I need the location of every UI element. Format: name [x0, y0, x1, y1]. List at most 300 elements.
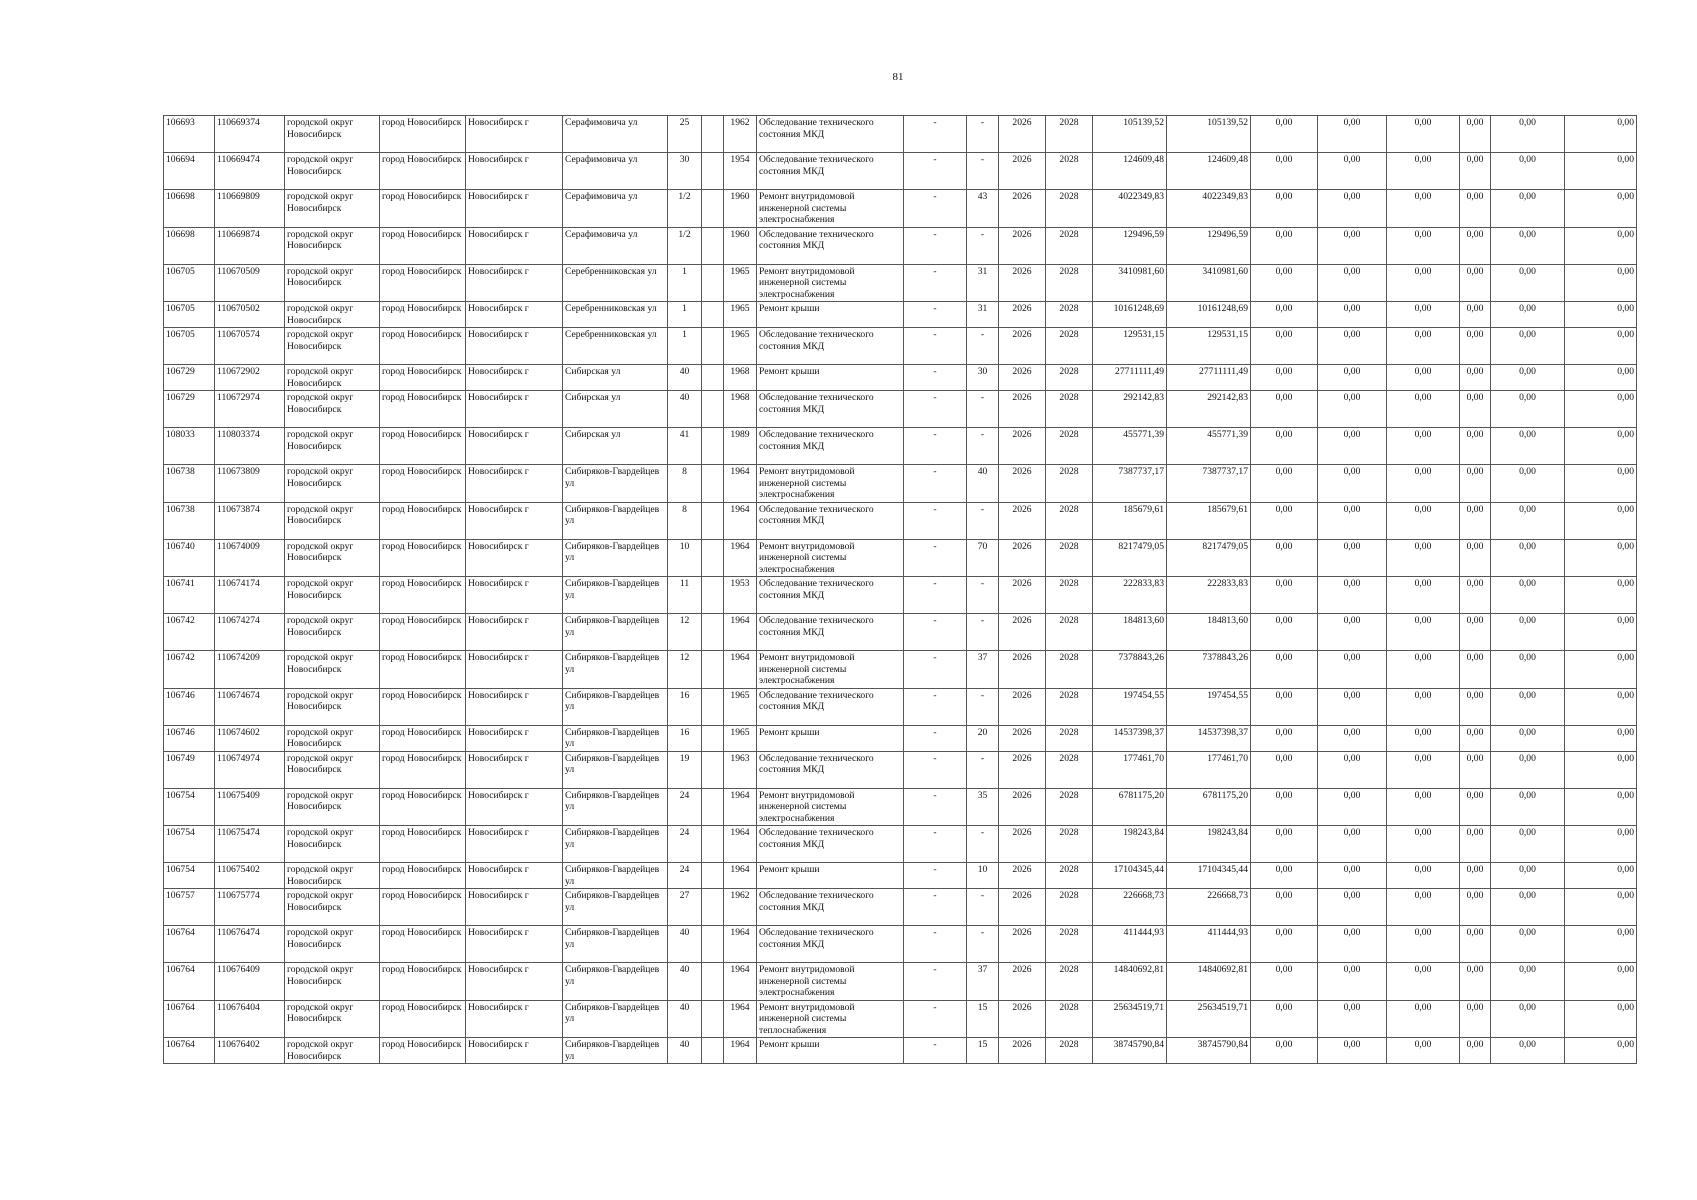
- cell-work-id: 110676404: [215, 1000, 285, 1038]
- cell-cost-total: 17104345,44: [1093, 863, 1167, 889]
- cell-municipality: городской округ Новосибирск: [285, 365, 380, 391]
- cell-street: Серафимовича ул: [563, 227, 668, 264]
- cell-amount-4: 0,00: [1460, 1000, 1491, 1038]
- cell-city: Новосибирск г: [466, 153, 563, 190]
- cell-year-end: 2028: [1046, 1038, 1093, 1064]
- cell-cost-fund: 292142,83: [1167, 391, 1251, 428]
- cell-settlement: город Новосибирск: [380, 264, 466, 302]
- cell-cost-total: 6781175,20: [1093, 788, 1167, 826]
- cell-amount-2: 0,00: [1318, 688, 1387, 725]
- cell-year-start: 2026: [999, 465, 1046, 503]
- cell-amount-2: 0,00: [1318, 614, 1387, 651]
- cell-amount-5: 0,00: [1491, 889, 1565, 926]
- cell-amount-2: 0,00: [1318, 926, 1387, 963]
- cell-amount-2: 0,00: [1318, 788, 1387, 826]
- cell-work-type: Ремонт внутридомовой инженерной системы электроснабжения: [757, 963, 904, 1001]
- cell-dash: -: [904, 577, 967, 614]
- cell-street: Сибиряков-Гвардейцев ул: [563, 725, 668, 751]
- cell-work-type: Ремонт внутридомовой инженерной системы электроснабжения: [757, 190, 904, 228]
- cell-city: Новосибирск г: [466, 926, 563, 963]
- cell-cost-total: 455771,39: [1093, 428, 1167, 465]
- cell-build-year: 1964: [724, 1038, 757, 1064]
- cell-amount-6: 0,00: [1565, 302, 1637, 328]
- cell-amount-6: 0,00: [1565, 688, 1637, 725]
- cell-cost-total: 7378843,26: [1093, 651, 1167, 689]
- cell-municipality: городской округ Новосибирск: [285, 751, 380, 788]
- cell-house-number: 1/2: [668, 190, 702, 228]
- cell-building: [702, 725, 724, 751]
- cell-build-year: 1960: [724, 227, 757, 264]
- cell-settlement: город Новосибирск: [380, 539, 466, 577]
- cell-amount-2: 0,00: [1318, 116, 1387, 153]
- cell-cost-fund: 226668,73: [1167, 889, 1251, 926]
- cell-amount-3: 0,00: [1387, 153, 1460, 190]
- cell-amount-4: 0,00: [1460, 614, 1491, 651]
- cell-amount-4: 0,00: [1460, 153, 1491, 190]
- cell-amount-6: 0,00: [1565, 539, 1637, 577]
- cell-amount-6: 0,00: [1565, 502, 1637, 539]
- cell-settlement: город Новосибирск: [380, 302, 466, 328]
- cell-cost-fund: 14840692,81: [1167, 963, 1251, 1001]
- cell-work-type: Ремонт крыши: [757, 365, 904, 391]
- cell-cost-total: 27711111,49: [1093, 365, 1167, 391]
- cell-wear: -: [967, 577, 999, 614]
- cell-year-start: 2026: [999, 614, 1046, 651]
- cell-house-id: 106746: [164, 688, 215, 725]
- cell-amount-5: 0,00: [1491, 227, 1565, 264]
- cell-house-number: 1: [668, 264, 702, 302]
- cell-wear: 31: [967, 264, 999, 302]
- cell-work-id: 110673809: [215, 465, 285, 503]
- cell-city: Новосибирск г: [466, 1038, 563, 1064]
- cell-house-number: 24: [668, 788, 702, 826]
- table-row: [164, 302, 1637, 328]
- cell-cost-total: 38745790,84: [1093, 1038, 1167, 1064]
- cell-work-id: 110674209: [215, 651, 285, 689]
- cell-amount-1: 0,00: [1251, 963, 1318, 1001]
- cell-amount-3: 0,00: [1387, 651, 1460, 689]
- cell-amount-2: 0,00: [1318, 428, 1387, 465]
- cell-street: Сибиряков-Гвардейцев ул: [563, 688, 668, 725]
- cell-year-end: 2028: [1046, 688, 1093, 725]
- cell-amount-1: 0,00: [1251, 365, 1318, 391]
- cell-municipality: городской округ Новосибирск: [285, 725, 380, 751]
- cell-dash: -: [904, 614, 967, 651]
- cell-building: [702, 264, 724, 302]
- cell-build-year: 1964: [724, 1000, 757, 1038]
- cell-year-end: 2028: [1046, 539, 1093, 577]
- cell-settlement: город Новосибирск: [380, 328, 466, 365]
- cell-amount-6: 0,00: [1565, 153, 1637, 190]
- cell-amount-4: 0,00: [1460, 428, 1491, 465]
- cell-dash: -: [904, 688, 967, 725]
- cell-work-id: 110672974: [215, 391, 285, 428]
- cell-amount-3: 0,00: [1387, 614, 1460, 651]
- cell-city: Новосибирск г: [466, 391, 563, 428]
- cell-cost-total: 197454,55: [1093, 688, 1167, 725]
- cell-house-id: 106742: [164, 651, 215, 689]
- cell-cost-fund: 177461,70: [1167, 751, 1251, 788]
- cell-amount-3: 0,00: [1387, 302, 1460, 328]
- cell-city: Новосибирск г: [466, 1000, 563, 1038]
- cell-dash: -: [904, 328, 967, 365]
- cell-work-type: Ремонт внутридомовой инженерной системы электроснабжения: [757, 788, 904, 826]
- cell-dash: -: [904, 365, 967, 391]
- cell-city: Новосибирск г: [466, 651, 563, 689]
- cell-amount-5: 0,00: [1491, 577, 1565, 614]
- cell-house-number: 1: [668, 302, 702, 328]
- cell-building: [702, 365, 724, 391]
- cell-work-type: Ремонт внутридомовой инженерной системы электроснабжения: [757, 539, 904, 577]
- cell-year-start: 2026: [999, 539, 1046, 577]
- table-row: [164, 502, 1637, 539]
- cell-build-year: 1968: [724, 391, 757, 428]
- cell-building: [702, 153, 724, 190]
- cell-dash: -: [904, 1000, 967, 1038]
- cell-settlement: город Новосибирск: [380, 725, 466, 751]
- cell-house-number: 25: [668, 116, 702, 153]
- cell-dash: -: [904, 788, 967, 826]
- cell-build-year: 1964: [724, 539, 757, 577]
- cell-year-end: 2028: [1046, 328, 1093, 365]
- cell-city: Новосибирск г: [466, 116, 563, 153]
- cell-house-id: 106742: [164, 614, 215, 651]
- cell-amount-5: 0,00: [1491, 153, 1565, 190]
- table-row: [164, 116, 1637, 153]
- cell-amount-3: 0,00: [1387, 428, 1460, 465]
- cell-amount-1: 0,00: [1251, 539, 1318, 577]
- cell-municipality: городской округ Новосибирск: [285, 963, 380, 1001]
- cell-amount-1: 0,00: [1251, 302, 1318, 328]
- cell-building: [702, 1038, 724, 1064]
- cell-amount-5: 0,00: [1491, 1000, 1565, 1038]
- cell-building: [702, 688, 724, 725]
- cell-year-start: 2026: [999, 863, 1046, 889]
- cell-amount-6: 0,00: [1565, 190, 1637, 228]
- cell-street: Сибиряков-Гвардейцев ул: [563, 926, 668, 963]
- table-row: [164, 788, 1637, 826]
- cell-amount-6: 0,00: [1565, 365, 1637, 391]
- cell-amount-1: 0,00: [1251, 190, 1318, 228]
- cell-house-id: 106764: [164, 963, 215, 1001]
- cell-amount-2: 0,00: [1318, 391, 1387, 428]
- cell-wear: -: [967, 688, 999, 725]
- cell-house-id: 106764: [164, 926, 215, 963]
- cell-year-start: 2026: [999, 688, 1046, 725]
- cell-year-end: 2028: [1046, 153, 1093, 190]
- cell-house-number: 40: [668, 365, 702, 391]
- cell-amount-3: 0,00: [1387, 365, 1460, 391]
- cell-wear: 37: [967, 963, 999, 1001]
- cell-year-start: 2026: [999, 302, 1046, 328]
- table-row: [164, 725, 1637, 751]
- cell-building: [702, 614, 724, 651]
- cell-house-number: 40: [668, 1000, 702, 1038]
- cell-amount-2: 0,00: [1318, 826, 1387, 863]
- cell-year-start: 2026: [999, 502, 1046, 539]
- cell-street: Сибиряков-Гвардейцев ул: [563, 1038, 668, 1064]
- cell-amount-2: 0,00: [1318, 863, 1387, 889]
- cell-amount-2: 0,00: [1318, 1038, 1387, 1064]
- cell-build-year: 1964: [724, 963, 757, 1001]
- cell-build-year: 1965: [724, 264, 757, 302]
- cell-amount-5: 0,00: [1491, 725, 1565, 751]
- cell-year-start: 2026: [999, 1038, 1046, 1064]
- cell-amount-3: 0,00: [1387, 391, 1460, 428]
- cell-cost-total: 411444,93: [1093, 926, 1167, 963]
- cell-year-end: 2028: [1046, 227, 1093, 264]
- cell-work-id: 110803374: [215, 428, 285, 465]
- cell-year-start: 2026: [999, 365, 1046, 391]
- cell-year-end: 2028: [1046, 614, 1093, 651]
- cell-build-year: 1965: [724, 328, 757, 365]
- cell-build-year: 1965: [724, 302, 757, 328]
- cell-cost-fund: 455771,39: [1167, 428, 1251, 465]
- cell-dash: -: [904, 302, 967, 328]
- cell-amount-6: 0,00: [1565, 725, 1637, 751]
- cell-municipality: городской округ Новосибирск: [285, 577, 380, 614]
- cell-amount-6: 0,00: [1565, 264, 1637, 302]
- cell-amount-6: 0,00: [1565, 328, 1637, 365]
- cell-cost-fund: 411444,93: [1167, 926, 1251, 963]
- cell-amount-1: 0,00: [1251, 863, 1318, 889]
- cell-cost-fund: 129496,59: [1167, 227, 1251, 264]
- cell-wear: 31: [967, 302, 999, 328]
- cell-amount-4: 0,00: [1460, 465, 1491, 503]
- cell-settlement: город Новосибирск: [380, 577, 466, 614]
- cell-work-type: Ремонт крыши: [757, 1038, 904, 1064]
- cell-street: Сибирская ул: [563, 365, 668, 391]
- cell-house-id: 106729: [164, 391, 215, 428]
- cell-cost-total: 198243,84: [1093, 826, 1167, 863]
- cell-year-end: 2028: [1046, 577, 1093, 614]
- cell-house-id: 106693: [164, 116, 215, 153]
- cell-amount-5: 0,00: [1491, 1038, 1565, 1064]
- table-row: [164, 926, 1637, 963]
- table-row: [164, 963, 1637, 1001]
- cell-year-end: 2028: [1046, 651, 1093, 689]
- cell-amount-1: 0,00: [1251, 391, 1318, 428]
- cell-amount-1: 0,00: [1251, 651, 1318, 689]
- cell-municipality: городской округ Новосибирск: [285, 651, 380, 689]
- cell-city: Новосибирск г: [466, 502, 563, 539]
- cell-street: Сибиряков-Гвардейцев ул: [563, 651, 668, 689]
- cell-city: Новосибирск г: [466, 328, 563, 365]
- cell-settlement: город Новосибирск: [380, 751, 466, 788]
- cell-wear: 15: [967, 1038, 999, 1064]
- cell-house-number: 19: [668, 751, 702, 788]
- cell-wear: -: [967, 153, 999, 190]
- cell-house-id: 106698: [164, 227, 215, 264]
- cell-cost-fund: 6781175,20: [1167, 788, 1251, 826]
- cell-amount-2: 0,00: [1318, 190, 1387, 228]
- cell-year-end: 2028: [1046, 863, 1093, 889]
- cell-amount-1: 0,00: [1251, 1038, 1318, 1064]
- cell-wear: 20: [967, 725, 999, 751]
- cell-work-type: Обследование технического состояния МКД: [757, 614, 904, 651]
- cell-amount-4: 0,00: [1460, 539, 1491, 577]
- cell-dash: -: [904, 826, 967, 863]
- cell-amount-4: 0,00: [1460, 1038, 1491, 1064]
- cell-house-id: 106705: [164, 302, 215, 328]
- cell-street: Серафимовича ул: [563, 116, 668, 153]
- cell-amount-3: 0,00: [1387, 577, 1460, 614]
- cell-building: [702, 116, 724, 153]
- cell-work-type: Ремонт внутридомовой инженерной системы теплоснабжения: [757, 1000, 904, 1038]
- cell-municipality: городской округ Новосибирск: [285, 116, 380, 153]
- cell-cost-fund: 14537398,37: [1167, 725, 1251, 751]
- cell-amount-4: 0,00: [1460, 365, 1491, 391]
- cell-amount-6: 0,00: [1565, 651, 1637, 689]
- cell-work-id: 110675402: [215, 863, 285, 889]
- cell-city: Новосибирск г: [466, 264, 563, 302]
- cell-work-id: 110676474: [215, 926, 285, 963]
- cell-settlement: город Новосибирск: [380, 926, 466, 963]
- cell-amount-1: 0,00: [1251, 502, 1318, 539]
- cell-settlement: город Новосибирск: [380, 889, 466, 926]
- cell-settlement: город Новосибирск: [380, 651, 466, 689]
- cell-work-type: Обследование технического состояния МКД: [757, 826, 904, 863]
- cell-street: Сибирская ул: [563, 428, 668, 465]
- cell-house-number: 8: [668, 465, 702, 503]
- cell-amount-6: 0,00: [1565, 227, 1637, 264]
- cell-work-id: 110676409: [215, 963, 285, 1001]
- cell-amount-5: 0,00: [1491, 502, 1565, 539]
- cell-amount-2: 0,00: [1318, 725, 1387, 751]
- cell-work-type: Ремонт внутридомовой инженерной системы электроснабжения: [757, 465, 904, 503]
- cell-amount-1: 0,00: [1251, 889, 1318, 926]
- cell-amount-3: 0,00: [1387, 1038, 1460, 1064]
- cell-amount-1: 0,00: [1251, 116, 1318, 153]
- cell-amount-6: 0,00: [1565, 577, 1637, 614]
- cell-house-id: 106705: [164, 328, 215, 365]
- cell-wear: -: [967, 826, 999, 863]
- cell-settlement: город Новосибирск: [380, 428, 466, 465]
- cell-amount-2: 0,00: [1318, 963, 1387, 1001]
- cell-work-type: Ремонт крыши: [757, 725, 904, 751]
- cell-work-type: Ремонт внутридомовой инженерной системы электроснабжения: [757, 264, 904, 302]
- cell-amount-3: 0,00: [1387, 1000, 1460, 1038]
- cell-amount-5: 0,00: [1491, 328, 1565, 365]
- cell-cost-fund: 10161248,69: [1167, 302, 1251, 328]
- cell-amount-4: 0,00: [1460, 926, 1491, 963]
- cell-amount-1: 0,00: [1251, 465, 1318, 503]
- cell-cost-fund: 8217479,05: [1167, 539, 1251, 577]
- cell-house-id: 106738: [164, 465, 215, 503]
- cell-cost-fund: 7378843,26: [1167, 651, 1251, 689]
- cell-cost-fund: 124609,48: [1167, 153, 1251, 190]
- cell-year-end: 2028: [1046, 926, 1093, 963]
- cell-street: Сибиряков-Гвардейцев ул: [563, 963, 668, 1001]
- cell-amount-3: 0,00: [1387, 751, 1460, 788]
- cell-build-year: 1962: [724, 889, 757, 926]
- cell-amount-4: 0,00: [1460, 264, 1491, 302]
- cell-amount-1: 0,00: [1251, 826, 1318, 863]
- cell-street: Серафимовича ул: [563, 190, 668, 228]
- cell-amount-2: 0,00: [1318, 328, 1387, 365]
- cell-amount-1: 0,00: [1251, 688, 1318, 725]
- cell-year-start: 2026: [999, 788, 1046, 826]
- cell-year-start: 2026: [999, 190, 1046, 228]
- cell-year-end: 2028: [1046, 465, 1093, 503]
- cell-amount-6: 0,00: [1565, 428, 1637, 465]
- cell-cost-total: 129531,15: [1093, 328, 1167, 365]
- cell-amount-6: 0,00: [1565, 751, 1637, 788]
- cell-dash: -: [904, 428, 967, 465]
- cell-house-number: 12: [668, 651, 702, 689]
- cell-house-id: 106729: [164, 365, 215, 391]
- cell-year-end: 2028: [1046, 391, 1093, 428]
- cell-amount-1: 0,00: [1251, 614, 1318, 651]
- cell-year-start: 2026: [999, 577, 1046, 614]
- cell-amount-4: 0,00: [1460, 889, 1491, 926]
- cell-wear: -: [967, 391, 999, 428]
- cell-city: Новосибирск г: [466, 826, 563, 863]
- cell-street: Серебренниковская ул: [563, 264, 668, 302]
- cell-build-year: 1965: [724, 688, 757, 725]
- cell-cost-total: 292142,83: [1093, 391, 1167, 428]
- cell-house-number: 11: [668, 577, 702, 614]
- cell-year-end: 2028: [1046, 889, 1093, 926]
- cell-cost-total: 105139,52: [1093, 116, 1167, 153]
- cell-work-id: 110675774: [215, 889, 285, 926]
- cell-cost-fund: 4022349,83: [1167, 190, 1251, 228]
- cell-cost-fund: 197454,55: [1167, 688, 1251, 725]
- cell-dash: -: [904, 725, 967, 751]
- cell-settlement: город Новосибирск: [380, 190, 466, 228]
- cell-amount-6: 0,00: [1565, 926, 1637, 963]
- cell-work-id: 110675474: [215, 826, 285, 863]
- cell-amount-2: 0,00: [1318, 264, 1387, 302]
- cell-settlement: город Новосибирск: [380, 963, 466, 1001]
- cell-house-id: 106754: [164, 826, 215, 863]
- cell-city: Новосибирск г: [466, 725, 563, 751]
- cell-year-start: 2026: [999, 889, 1046, 926]
- table-row: [164, 1000, 1637, 1038]
- cell-amount-2: 0,00: [1318, 302, 1387, 328]
- cell-cost-total: 184813,60: [1093, 614, 1167, 651]
- cell-year-end: 2028: [1046, 725, 1093, 751]
- cell-cost-total: 25634519,71: [1093, 1000, 1167, 1038]
- cell-cost-total: 3410981,60: [1093, 264, 1167, 302]
- cell-amount-3: 0,00: [1387, 725, 1460, 751]
- cell-building: [702, 751, 724, 788]
- works-register-table: [163, 115, 1637, 1064]
- cell-amount-1: 0,00: [1251, 328, 1318, 365]
- cell-wear: -: [967, 614, 999, 651]
- table-row: [164, 328, 1637, 365]
- cell-settlement: город Новосибирск: [380, 1000, 466, 1038]
- cell-dash: -: [904, 863, 967, 889]
- cell-settlement: город Новосибирск: [380, 365, 466, 391]
- cell-cost-fund: 17104345,44: [1167, 863, 1251, 889]
- cell-city: Новосибирск г: [466, 751, 563, 788]
- cell-cost-total: 222833,83: [1093, 577, 1167, 614]
- cell-year-start: 2026: [999, 391, 1046, 428]
- cell-settlement: город Новосибирск: [380, 826, 466, 863]
- cell-house-number: 8: [668, 502, 702, 539]
- cell-work-id: 110669374: [215, 116, 285, 153]
- cell-amount-4: 0,00: [1460, 116, 1491, 153]
- cell-wear: -: [967, 428, 999, 465]
- cell-wear: -: [967, 328, 999, 365]
- cell-work-id: 110674009: [215, 539, 285, 577]
- table-row: [164, 577, 1637, 614]
- cell-build-year: 1954: [724, 153, 757, 190]
- cell-house-id: 106754: [164, 788, 215, 826]
- cell-year-end: 2028: [1046, 963, 1093, 1001]
- cell-amount-4: 0,00: [1460, 651, 1491, 689]
